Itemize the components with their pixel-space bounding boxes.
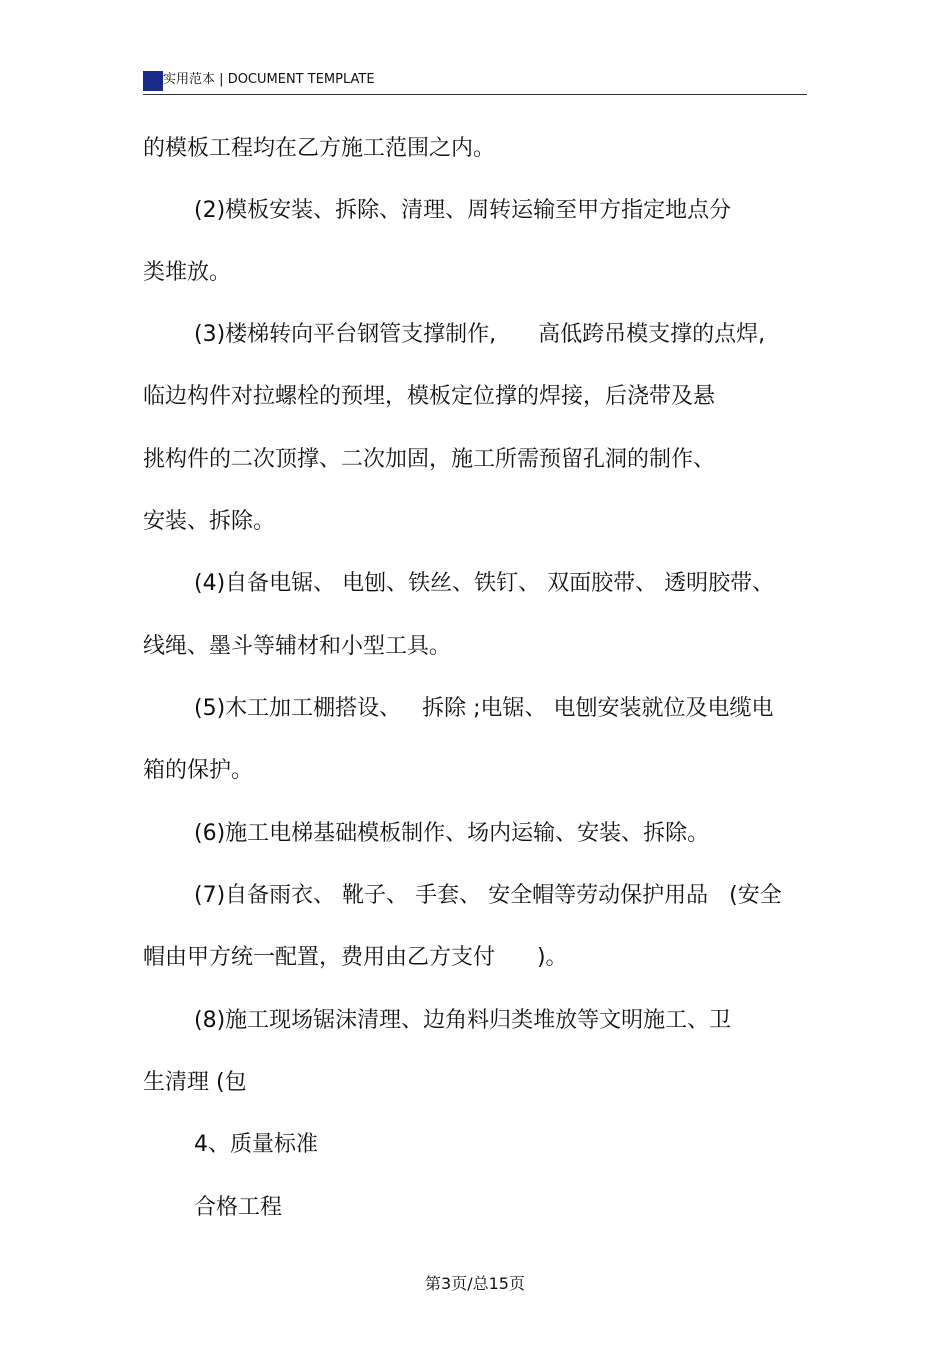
page-number: 第3页/总15页 [425, 1274, 525, 1293]
paragraph-line: (6)施工电梯基础模板制作、场内运输、安装、拆除。 [194, 821, 710, 846]
paragraph-line: (4)自备电锯、 电刨、铁丝、铁钉、 双面胶带、 透明胶带、 [194, 571, 775, 596]
header-brand: 实用范本 [163, 72, 216, 87]
paragraph-line: 帽由甲方统一配置，费用由乙方支付 )。 [143, 945, 568, 970]
header-title [163, 72, 375, 88]
paragraph-line: 合格工程 [194, 1195, 283, 1220]
header-logo-mark [143, 71, 163, 91]
header-separator: | [219, 72, 224, 87]
paragraph-line: (5)木工加工棚搭设、 拆除 ;电锯、 电刨安装就位及电缆电 [194, 696, 774, 721]
paragraph-line: (8)施工现场锯沫清理、边角料归类堆放等文明施工、卫 [194, 1008, 732, 1033]
paragraph-line: 的模板工程均在乙方施工范围之内。 [143, 136, 496, 161]
paragraph-line: (2)模板安装、拆除、清理、周转运输至甲方指定地点分 [194, 198, 732, 223]
section-heading: 4、质量标准 [194, 1132, 318, 1157]
header-template-label: DOCUMENT TEMPLATE [227, 72, 375, 87]
paragraph-line: 线绳、墨斗等辅材和小型工具。 [143, 634, 452, 659]
paragraph-line: 临边构件对拉螺栓的预埋，模板定位撑的焊接，后浇带及悬 [143, 384, 716, 409]
paragraph-line: (3)楼梯转向平台钢管支撑制作, 高低跨吊模支撑的点焊, [194, 322, 766, 347]
paragraph-line: (7)自备雨衣、 靴子、 手套、 安全帽等劳动保护用品 (安全 [194, 883, 782, 908]
paragraph-line: 挑构件的二次顶撑、二次加固，施工所需预留孔洞的制作、 [143, 447, 716, 472]
document-header [143, 68, 807, 95]
paragraph-line: 箱的保护。 [143, 758, 254, 783]
paragraph-line: 生清理 (包 [143, 1070, 247, 1095]
paragraph-line: 安装、拆除。 [143, 509, 276, 534]
paragraph-line: 类堆放。 [143, 260, 232, 285]
